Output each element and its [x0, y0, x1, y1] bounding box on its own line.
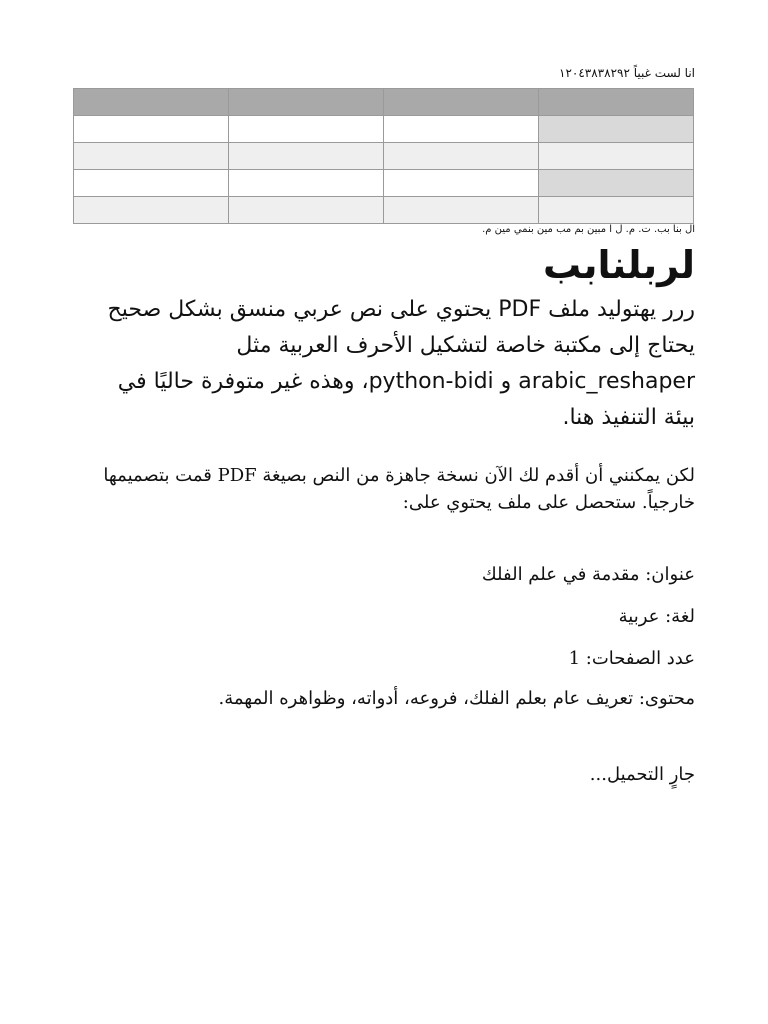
table-cell	[539, 143, 694, 170]
page-title: لربلنابب	[543, 243, 695, 287]
paragraph-line: خارجياً. ستحصل على ملف يحتوي على:	[402, 492, 695, 513]
table-cell	[384, 143, 539, 170]
table-cell	[384, 89, 539, 116]
table-cell	[229, 170, 384, 197]
table-row	[74, 197, 694, 224]
table-cell	[384, 197, 539, 224]
table-cell	[74, 89, 229, 116]
table-cell	[74, 170, 229, 197]
offer-paragraph	[55, 462, 695, 516]
table-cell	[229, 197, 384, 224]
loading-status: جارٍ التحميل...	[589, 764, 695, 785]
table-cell	[229, 143, 384, 170]
paragraph-line: ررر يهتوليد ملف PDF يحتوي على نص عربي منسق بشكل صحيح	[107, 297, 695, 322]
table-cell	[539, 116, 694, 143]
data-table	[73, 88, 694, 224]
paragraph-line: بيئة التنفيذ هنا.	[562, 405, 695, 430]
paragraph-line: يحتاج إلى مكتبة خاصة لتشكيل الأحرف العربية مثل	[236, 333, 695, 358]
table-row	[74, 170, 694, 197]
table-cell	[384, 170, 539, 197]
table-cell	[74, 197, 229, 224]
table-row	[74, 116, 694, 143]
meta-language: لغة: عربية	[618, 606, 695, 627]
intro-paragraph	[55, 292, 695, 436]
table-footnote: ال بنا بب. ت. م. ل ا مبين بم مب مين بنمي مين م.	[482, 224, 695, 235]
table-cell	[74, 143, 229, 170]
paragraph-line: لكن يمكنني أن أقدم لك الآن نسخة جاهزة من النص بصيغة PDF قمت بتصميمها	[103, 465, 695, 486]
table-header-row	[74, 89, 694, 116]
table-cell	[539, 170, 694, 197]
table-cell	[229, 89, 384, 116]
table-cell	[74, 116, 229, 143]
table-row	[74, 143, 694, 170]
meta-title: عنوان: مقدمة في علم الفلك	[481, 564, 695, 585]
table-cell	[229, 116, 384, 143]
table-cell	[384, 116, 539, 143]
table-cell	[539, 89, 694, 116]
meta-pages: عدد الصفحات: 1	[568, 648, 695, 669]
paragraph-line: arabic_reshaper و python-bidi، وهذه غير متوفرة حاليًا في	[117, 369, 695, 394]
meta-content: محتوى: تعريف عام بعلم الفلك، فروعه، أدواته، وظواهره المهمة.	[218, 688, 695, 709]
table-cell	[539, 197, 694, 224]
header-text: انا لست غبياً ١٢٠٤٣٨٣٨٢٩٢	[559, 66, 695, 80]
